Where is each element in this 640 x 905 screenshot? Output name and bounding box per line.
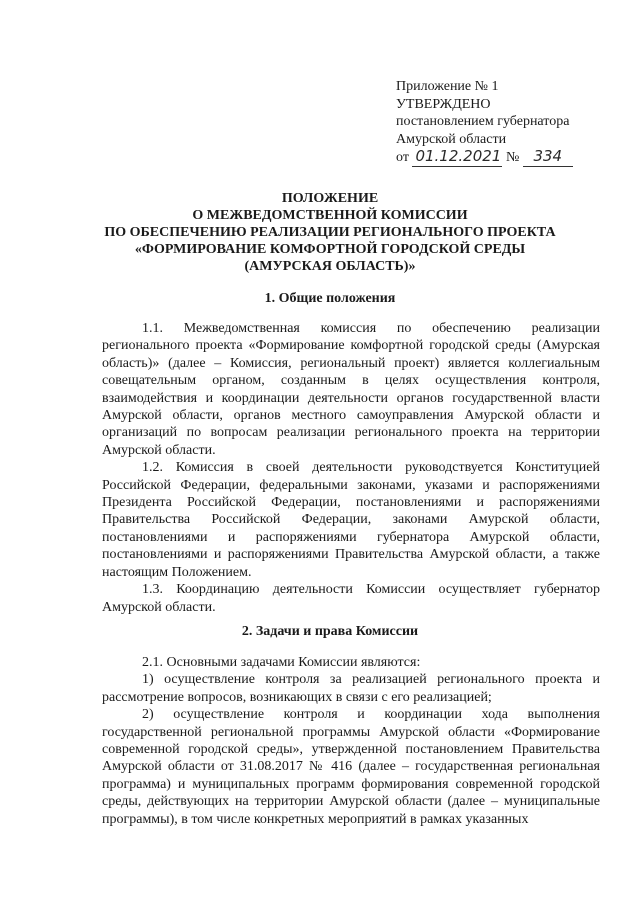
number-prefix: № — [505, 150, 520, 165]
paragraph-1-2: 1.2. Комиссия в своей деятельности руководствуется Конституцией Российской Федерации, федеральными законами, указами и распоряжениями Президента Российской Федерации, постановлениями и распоряжениями Правительства Российской Федерации, законами Амурской области, постановлениями и распоряжениями губернатора Амурской области, постановлениями и распоряжениями Правительства Амурской области, а также настоящим Положением. — [102, 460, 600, 580]
approved-label: УТВЕРЖДЕНО — [396, 96, 491, 112]
title-line-1: ПОЛОЖЕНИЕ — [281, 191, 379, 206]
paragraph-1-3: 1.3. Координацию деятельности Комиссии осуществляет губернатор Амурской области. — [102, 582, 600, 615]
paragraph-2-1-item-1: 1) осуществление контроля за реализацией регионального проекта и рассмотрение вопросов, возникающих в связи с его реализацией; — [102, 672, 600, 705]
title-line-4: «ФОРМИРОВАНИЕ КОМФОРТНОЙ ГОРОДСКОЙ СРЕДЫ — [134, 242, 526, 257]
approved-by-region: Амурской области — [396, 131, 507, 147]
title-line-2: О МЕЖВЕДОМСТВЕННОЙ КОМИССИИ — [192, 208, 468, 223]
title-line-3: ПО ОБЕСПЕЧЕНИЮ РЕАЛИЗАЦИИ РЕГИОНАЛЬНОГО ПРОЕКТА — [104, 225, 556, 240]
paragraph-2-1: 2.1. Основными задачами Комиссии являются: — [142, 655, 421, 670]
section-1-heading: 1. Общие положения — [264, 291, 396, 306]
approval-block — [396, 78, 616, 167]
approval-date-line — [396, 148, 616, 167]
paragraph-1-1: 1.1. Межведомственная комиссия по обеспечению реализации регионального проекта «Формирование комфортной городской среды (Амурская область)» (далее – Комиссия, региональный проект) является коллегиальным совещательным органом, созданным в целях осуществления контроля, взаимодействия и координации деятельности органов государственной власти Амурской области, органов местного самоуправления Амурской области и организаций по вопросам реализации регионального проекта на территории Амурской области. — [102, 321, 600, 458]
section-1-body — [102, 320, 600, 616]
section-2-heading: 2. Задачи и права Комиссии — [241, 624, 419, 639]
handwritten-date: 01.12.2021 — [412, 148, 502, 167]
section-2-body — [102, 654, 600, 828]
appendix-label: Приложение № 1 — [396, 79, 499, 94]
approved-by-line: постановлением губернатора — [396, 114, 570, 129]
date-prefix: от — [396, 150, 409, 165]
paragraph-2-1-item-2: 2) осуществление контроля и координации хода выполнения государственной региональной программы Амурской области «Формирование современной городской среды», утвержденной постановлением Правительства Амурской области от 31.08.2017 № 416 (далее – государственная региональная программа) и муниципальных программ формирования современной городской среды, действующих на территории Амурской области (далее – муниципальные программы), в том числе конкретных мероприятий в рамках указанных — [102, 707, 600, 827]
title-line-5: (АМУРСКАЯ ОБЛАСТЬ)» — [244, 259, 416, 274]
document-title — [60, 190, 600, 275]
handwritten-number: 334 — [523, 148, 573, 167]
